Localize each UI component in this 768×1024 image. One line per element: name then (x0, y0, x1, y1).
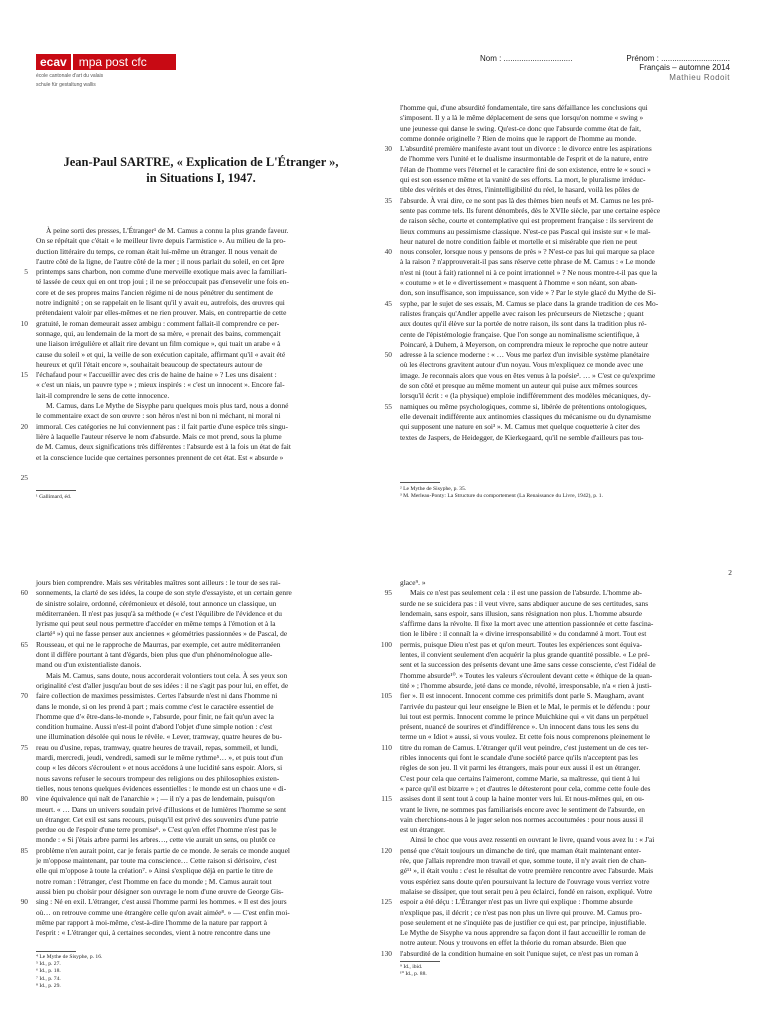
text-line: espoir a été déçu : L'Étranger n'est pas un livre qui explique : l'homme absurde (400, 897, 633, 907)
text-line: terme un « Idiot » aussi, si vous voulez. Et cette fois nous comprenons pleinement le (400, 732, 651, 742)
footnote: ⁴ Le Mythe de Sisyphe, p. 16. (36, 954, 103, 960)
text-line: notre roman : l'étranger, c'est l'homme en face du monde ; M. Camus aurait tout (36, 876, 272, 886)
footnote: ¹ Gallimard, éd. (36, 494, 72, 500)
page2-right-column (400, 578, 733, 959)
text-line: coup « les décors s'écroulent » et nous accédons à une lucidité sans espoir. Alors, si (36, 763, 283, 773)
text-line: l'homme que d'« être-dans-le-monde », l'absurde, pour finir, ne fait qu'un avec la (36, 711, 274, 721)
page1-left-footnotes (36, 494, 366, 501)
line-number: 70 (20, 691, 28, 701)
text-line: immoral. Ces catégories ne lui conviennent pas : il fait partie d'une espèce très singu- (36, 421, 288, 431)
text-line: Mais ce n'est pas seulement cela : il est une passion de l'absurde. L'homme ab- (410, 588, 643, 598)
text-line: tible des vérités et des êtres, l'inintelligibilité du réel, le hasard, voilà les pôles de (400, 185, 640, 195)
text-line: de son côté et presque au même moment un auteur qui puise aux mêmes sources (400, 381, 638, 391)
line-number: 100 (380, 639, 392, 649)
text-line: règles de son jeu. Il vit parmi les étrangers, mais pour eux aussi il est un étranger. (400, 763, 641, 773)
text-line: L'absurdité première manifeste avant tout un divorce : le divorce entre les aspirations (400, 144, 652, 154)
text-line: assises dont il sent tout à coup la haine monter vers lui. Et nous-mêmes qui, en ou- (400, 794, 645, 804)
text-line: jours bien comprendre. Mais ses véritables maîtres sont ailleurs : le tour de ses rai- (36, 578, 281, 587)
footnote: ⁶ Id., p. 18. (36, 968, 61, 975)
text-line: où… on retrouve comme une étrangère celle qu'on avait aimée⁸. » — C'est enfin moi- (36, 907, 290, 917)
text-line: sente pas comme tels. Ils furent dénombrés, dès le XVIIe siècle, par une certaine espèce (400, 205, 661, 215)
text-line: de raison sèche, courte et contemplative qui est proprement française : ils servirent de (400, 216, 654, 226)
text-line: monde : « Si j'étais arbre parmi les arbres…, cette vie aurait un sens, ou plutôt ce (36, 835, 276, 845)
text-line: vrant le livre, ne sommes pas familiarisés encore avec le sentiment de l'absurde, en (400, 804, 645, 814)
page1-left-column (36, 226, 366, 463)
text-line: vous espériez sans doute qu'en poursuivant la lecture de l'ouvrage vous verriez votre (400, 876, 650, 886)
text-line: qui est son essence même et la vanité de ses efforts. La mort, le pluralisme irréduc- (400, 175, 646, 185)
author-label: Mathieu Rodoit (669, 73, 730, 82)
line-number: 60 (20, 588, 28, 598)
line-number: 85 (20, 845, 28, 855)
text-line: même par rapport à moi-même, c'est-à-dire l'homme de la nature par rapport à (36, 917, 268, 927)
text-line: sonnage, qui, au lendemain de la mort de sa mère, « prenait des bains, commençait (36, 328, 281, 338)
text-line: adresse à la science moderne : « … Vous me parlez d'un invisible système planétaire (400, 350, 650, 360)
line-number: 5 (24, 267, 28, 277)
text-line: nous savons refuser le secours trompeur des religions ou des philosophies existen- (36, 773, 280, 783)
text-line: méditerranéen. Il n'est pas jusqu'à sa méthode (« c'est l'équilibre de l'évidence et du (36, 608, 282, 618)
line-number: 95 (384, 588, 392, 598)
text-line: lieux communs au pessimisme classique. N'est-ce pas Pascal qui insiste sur « le mal- (400, 226, 651, 236)
page-2 (0, 512, 768, 1024)
text-line: n'est ni (tout à fait) rationnel ni à ce point irrationnel » ? Ne nous montre-t-il pas que la (400, 267, 658, 277)
text-line: de sinistre solaire, ordonné, cérémonieux et désolé, tout annonce un classique, un (36, 598, 277, 608)
text-line: malaise se dissiper, que tout serait peu à peu éclairci, fondé en raison, expliqué. Votre (400, 886, 653, 896)
text-line: elle qui m'oppose à toute la création⁷. » Ainsi s'explique déjà en partie le titre de (36, 866, 273, 876)
text-line: syphe, par le sujet de ses essais, M. Camus se place dans la grande tradition de ces Mo- (400, 298, 659, 308)
text-line: notre auteur. Nous y trouvons en effet la théorie du roman absurde. Bien que (400, 938, 627, 948)
logo-subtitle-2: schule für gestaltung wallis (36, 82, 96, 88)
nom-field: Nom : ............................... (480, 54, 573, 63)
course-label: Français – automne 2014 (639, 63, 730, 72)
footnote-rule (36, 490, 76, 491)
text-line: où les électrons gravitent autour d'un noyau. Vous m'expliquez ce monde avec une (400, 360, 644, 370)
text-line: cente de l'épistémologie française. Que l'on songe au nominalisme scientifique, à (400, 329, 640, 339)
text-line: l'homme absurde¹⁰. » Toutes les valeurs s'écroulent devant cette « éthique de la quan- (400, 670, 653, 680)
footnote: ² Le Mythe de Sisyphe, p. 35. (400, 486, 467, 492)
line-number: 105 (380, 691, 392, 701)
text-line: surde ne se suicidera pas : il veut vivre, sans abdiquer aucune de ses certitudes, sans (400, 598, 649, 608)
text-line: elle devenait indifférente aux antinomies classiques du mécanisme ou du dynamisme (400, 411, 652, 421)
text-line: sonnements, la clarté de ses idées, la coupe de son style d'essayiste, et un certain genre (36, 588, 292, 598)
text-line: printemps sans charbon, non comme d'une merveille exotique mais avec la familiari- (36, 267, 287, 277)
student-header (480, 54, 730, 82)
text-line: sing : Né en exil. L'étranger, c'est aussi l'homme parmi les hommes. « Il est des jours (36, 897, 287, 907)
text-line: est un étranger. (400, 825, 445, 835)
text-line: namiques ou même psychologiques, comme si, libérée de prétentions ontologiques, (400, 401, 647, 411)
text-line: rée, que j'allais reprendre mon travail et que, somme toute, il n'y avait rien de chan- (400, 856, 647, 866)
text-line: une jeunesse qui danse le swing. Qu'est-ce donc que l'absurde comme état de fait, (400, 123, 641, 133)
text-line: heureux et qu'il l'était encore », souhaitait beaucoup de spectateurs autour de (36, 359, 263, 369)
text-line: et la conscience lucide que certaines personnes prennent de cet état. Est « absurde » (36, 452, 284, 462)
text-line: lait-il comprendre le sens de cette innocence. (36, 390, 170, 400)
text-line: core et de ses propres mains l'ancien régime ni de nous pénétrer du sentiment de (36, 287, 273, 297)
text-line: de l'homme vers l'unité et le dualisme insurmontable de l'esprit et de la nature, entre (400, 154, 649, 164)
text-line: mardi, mercredi, jeudi, vendredi, samedi sur le même rythme⁵… », et puis tout d'un (36, 753, 283, 763)
logo-ecav: ecav (36, 54, 71, 70)
text-line: gé¹¹ », il était voulu : c'est le résultat de votre première rencontre avec l'absurde. Mais (400, 866, 654, 876)
text-line: duction littéraire du temps, ce roman était lui-même un étranger. Il nous venait de (36, 246, 278, 256)
text-line: s'affirme dans la révolte. Il fixe la mort avec une attention passionnée et cette fascina- (400, 619, 654, 629)
text-line: pose seulement et ne s'inquiète pas de justifier ce qui est, par principe, injustifiable. (400, 917, 647, 927)
text-line: aux doutes qu'il élève sur la portée de notre raison, ils sont dans la tradition plus ré- (400, 319, 647, 329)
text-line: lentes, il convient seulement d'en acquérir la plus grande quantité possible. « Le pré- (400, 650, 650, 660)
text-line: gratuité, le roman demeurait assez ambigu : comment fallait-il comprendre ce per- (36, 318, 280, 328)
text-line: le commentaire exact de son œuvre : son héros n'est ni bon ni méchant, ni moral ni (36, 411, 281, 421)
text-line: je m'oppose maintenant, par toute ma conscience… Cette raison si dérisoire, c'est (36, 856, 277, 866)
text-line: fier ». Il est innocent. Innocent comme ces primitifs dont parle S. Maugham, avant (400, 691, 645, 701)
text-line: condition humaine. Aussi n'est-il point d'abord l'objet d'une simple notion : c'est (36, 722, 273, 732)
line-number: 125 (380, 897, 392, 907)
footnote: ⁹ Id., ibid. (400, 964, 423, 970)
text-line: té lassée de ceux qui en ont trop joui ; il ne se préoccupait pas d'ensevelir une fois en- (36, 277, 289, 287)
text-line: Ainsi le choc que vous avez ressenti en ouvrant le livre, quand vous avez lu : « J'ai (410, 835, 655, 845)
text-line: Mais M. Camus, sans doute, nous accorderait volontiers tout cela. À ses yeux son (46, 670, 288, 680)
text-line: Rousseau, et qui ne le rapproche de Maurras, par exemple, cet autre méditerranéen (36, 639, 281, 649)
line-number: 55 (384, 401, 392, 411)
text-line: problème n'en aurait point, car je ferais partie de ce monde. Je serais ce monde auquel (36, 845, 290, 855)
line-number: 45 (384, 298, 392, 308)
text-line: l'absurde. À vrai dire, ce ne sont pas là des thèmes bien neufs et M. Camus ne les pré- (400, 195, 654, 205)
text-line: C'est pour cela que certains l'aimeront, comme Marie, sa maîtresse, qui tient à lui (400, 773, 640, 783)
text-line: vine équivalence qui naît de l'anarchie » ; — il n'y a pas de lendemain, puisqu'on (36, 794, 275, 804)
page2-left-footnotes (36, 954, 366, 990)
text-line: présent, nuancé de sourires et d'indifférence ». Un innocent dans tous les sens du (400, 722, 639, 732)
title-line-1: Jean-Paul SARTRE, « Explication de L'Étranger », (63, 155, 339, 169)
text-line: mand ou d'un existentialiste danois. (36, 660, 142, 670)
text-line: lui tout est permis. Innocent comme le prince Muichkine qui « vit dans un perpétuel (400, 711, 649, 721)
prenom-field: Prénom : ............................... (626, 54, 730, 63)
text-line: l'échafaud pour « l'accueillir avec des cris de haine de haine » ? Les uns disaient : (36, 370, 277, 380)
text-line: l'arrivée du pasteur qui leur enseigne le Bien et le Mal, le permis et le défendu : pour (400, 701, 651, 711)
footnote: ⁷ Id., p. 74. (36, 975, 61, 982)
text-line: don, son insuffisance, son impuissance, son vide » ? Par le style glacé du Mythe de Si- (400, 288, 656, 298)
text-line: tielles, nous tenons quelques évidences essentielles : le monde est un chaos une « di- (36, 783, 287, 793)
text-line: « coutume » et le « divertissement » masquent à l'homme « son néant, son aban- (400, 278, 638, 288)
line-number: 80 (20, 794, 28, 804)
text-line: un étranger. Cet exil est sans recours, puisqu'il est privé des souvenirs d'une patrie (36, 814, 279, 824)
text-line: dont il diffère pourtant à tant d'égards, bien plus que d'un phénoménologue alle- (36, 650, 273, 660)
logo-program: mpa post cfc (73, 54, 176, 70)
school-logo (36, 54, 176, 88)
footnote: ¹⁰ Id., p. 88. (400, 971, 427, 978)
line-number: 15 (20, 370, 28, 380)
line-number: 90 (20, 897, 28, 907)
text-line: une liaison irrégulière et allait rire devant un film comique », qui tuait un arabe « à (36, 339, 281, 349)
line-number: 30 (384, 144, 392, 154)
line-number: 35 (384, 195, 392, 205)
text-line: une illumination désolée qui nous le révèle. « Lever, tramway, quatre heures de bu- (36, 732, 282, 742)
line-number: 20 (20, 421, 28, 431)
page2-left-column (36, 578, 366, 938)
text-line: comme donnée originelle ? Rien de moins que le rapport de l'homme au monde. (400, 133, 637, 143)
text-line: Le Mythe de Sisyphe va nous apprendre sa façon dont il faut accueillir le roman de (400, 928, 646, 938)
text-line: À peine sorti des presses, L'Étranger¹ de M. Camus a connu la plus grande faveur. (46, 226, 289, 235)
text-line: titre du roman de Camus. L'étranger qu'il veut peindre, c'est justement un de ces ter- (400, 742, 649, 752)
text-line: sent et la succession des présents devant une âme sans cesse consciente, c'est l'idéal de (400, 660, 656, 670)
text-line: lendemain, sans espoir, sans illusion, sans résignation non plus. L'homme absurde (400, 608, 643, 618)
footnote-rule (400, 482, 440, 483)
text-line: « parce qu'il est bizarre » ; et d'autres le détesteront pour cela, comme cette foule des (400, 783, 651, 793)
line-number: 110 (381, 742, 392, 752)
text-line: à la raison ? n'approuverait-il pas sans réserve cette phrase de M. Camus : « Le monde (400, 257, 656, 267)
text-line: ribles innocents qui font le scandale d'une société parce qu'ils n'acceptent pas les (400, 753, 638, 763)
text-line: meurt. « … Dans un univers soudain privé d'illusions et de lumières l'homme se sent (36, 804, 287, 814)
text-line: aussi bien pu choisir pour désigner son ouvrage le nom d'une œuvre de George Gis- (36, 886, 284, 896)
line-number: 65 (20, 639, 28, 649)
line-number: 10 (20, 318, 28, 328)
footnote: ³ M. Merleau-Ponty: La Structure du comportement (La Renaissance du Livre, 1942), p. 1. (400, 493, 603, 500)
text-line: qui supposent une nature en soi³ ». M. Camus met quelque coquetterie à citer des (400, 422, 640, 432)
text-line: lorsqu'il écrit : « (la physique) emploie indifféremment des modèles mécaniques, dy- (400, 391, 651, 401)
text-line: ralistes français qu'Andler appelle avec raison les précurseurs de Nietzsche ; quant (400, 308, 644, 318)
text-line: l'esprit : « L'étranger qui, à certaines secondes, vient à notre rencontre dans une (36, 928, 271, 938)
text-line: perdue ou de l'espoir d'une terre promise⁶. » C'est qu'en effet l'homme n'est pas le (36, 825, 277, 835)
text-line: image. Je reconnais alors que vous en êtes venus à la poésie². … » C'est ce qu'exprime (400, 370, 656, 380)
line-number: 75 (20, 742, 28, 752)
line-number: 130 (380, 948, 392, 958)
text-line: l'élan de l'homme vers l'éternel et le caractère fini de son existence, entre le « souci » (400, 164, 651, 174)
footnote: ⁵ Id., p. 27. (36, 961, 61, 968)
title-line-2: in Situations I, 1947. (146, 171, 256, 185)
page1-right-column (400, 103, 733, 443)
text-line: Poincaré, à Duhem, à Meyerson, on comprendra mieux le reproche que notre auteur (400, 339, 649, 349)
footnote: ⁸ Id., p. 29. (36, 982, 61, 989)
text-line: dans le monde, si on les prend à part ; mais comme c'est le caractère essentiel de (36, 701, 274, 711)
text-line: textes de Jaspers, de Heidegger, de Kierkegaard, qu'il ne semble d'ailleurs pas tou- (400, 432, 644, 442)
line-number: 115 (381, 794, 392, 804)
line-number: 50 (384, 350, 392, 360)
text-line: glace⁹. » (400, 578, 426, 587)
text-line: lyrisme qui peut seul nous permettre d'accéder en même temps à l'émotion et à la (36, 619, 276, 629)
text-line: faire collection de maximes pessimistes. Certes l'absurde n'est ni dans l'homme ni (36, 691, 278, 701)
document-title (36, 154, 366, 186)
text-line: prétendaient valoir par elles-mêmes et ne rien prouver. Mais, en contrepartie de cette (36, 308, 287, 318)
text-line: s'imposent. Il y a là le même déplacement de sens que lorsqu'on nomme « swing » (400, 113, 644, 123)
footnote-rule (36, 951, 76, 952)
line-number: 120 (380, 845, 392, 855)
text-line: M. Camus, dans Le Mythe de Sisyphe paru quelques mois plus tard, nous a donné (46, 401, 289, 411)
line-number: 40 (384, 247, 392, 257)
text-line: reau ou d'usine, repas, tramway, quatre heures de travail, repas, sommeil, et lundi, (36, 742, 278, 752)
footnote-rule (400, 961, 440, 962)
page2-right-footnotes (400, 964, 733, 978)
text-line: tion le libère : il connaît la « divine irresponsabilité » du condamné à mort. Tout est (400, 629, 647, 639)
text-line: clarté⁴ ») qui ne fasse penser aux anciennes « géométries passionnées » de Pascal, de (36, 629, 288, 639)
page1-right-footnotes (400, 486, 733, 500)
text-line: originalité c'est d'aller jusqu'au bout de ses idées : il ne s'agit pas pour lui, en effet, de (36, 680, 289, 690)
page-number: 2 (728, 568, 732, 577)
logo-subtitle-1: école cantonale d'art du valais (36, 73, 104, 79)
text-line: nous consoler, lorsque nous y pensons de près » ? N'est-ce pas lui qui marque sa place (400, 247, 655, 257)
line-number: 25 (20, 473, 28, 483)
text-line: On se répétait que c'était « le meilleur livre depuis l'armistice ». Au milieu de la pro- (36, 236, 286, 246)
text-line: cause du soleil » et qui, la veille de son exécution capitale, affirmant qu'il « avait été (36, 349, 286, 359)
text-line: tité » ; l'homme absurde, jeté dans ce monde, révolté, irresponsable, n'a « rien à justi- (400, 680, 652, 690)
text-line: l'autre côté de la ligne, de l'autre côté de la mer ; il nous parlait du soleil, en cet âpre (36, 256, 285, 266)
text-line: heur naturel de notre condition faible et mortelle et si misérable que rien ne peut (400, 236, 638, 246)
text-line: l'homme qui, d'une absurdité fondamentale, tire sans défaillance les conclusions qui (400, 103, 648, 112)
text-line: de M. Camus, deux significations très différentes : l'absurde est à la fois un état de fait (36, 442, 291, 452)
text-line: vain cherchions-nous à le juger selon nos normes accoutumées : pour nous aussi il (400, 814, 644, 824)
text-line: n'explique pas, il décrit ; ce n'est pas non plus un livre qui prouve. M. Camus pro- (400, 907, 642, 917)
text-line: permis, puisque Dieu n'est pas et qu'on meurt. Toutes les expériences sont équiva- (400, 639, 643, 649)
text-line: pensé que c'était toujours un dimanche de tiré, que maman était maintenant enter- (400, 845, 642, 855)
text-line: l'absurdité de la condition humaine en soit l'unique sujet, ce n'est pas un roman à (400, 948, 639, 958)
text-line: lière à laquelle l'auteur réserve le nom d'absurde. Mais ce mot prend, sous la plume (36, 431, 282, 441)
text-line: notre indignité ; on se rappelait en le lisant qu'il y avait eu, autrefois, des œuvres qui (36, 298, 285, 308)
text-line: « c'est un niais, un pauvre type » ; mieux inspirés : « c'est un innocent ». Encore fal- (36, 380, 285, 390)
